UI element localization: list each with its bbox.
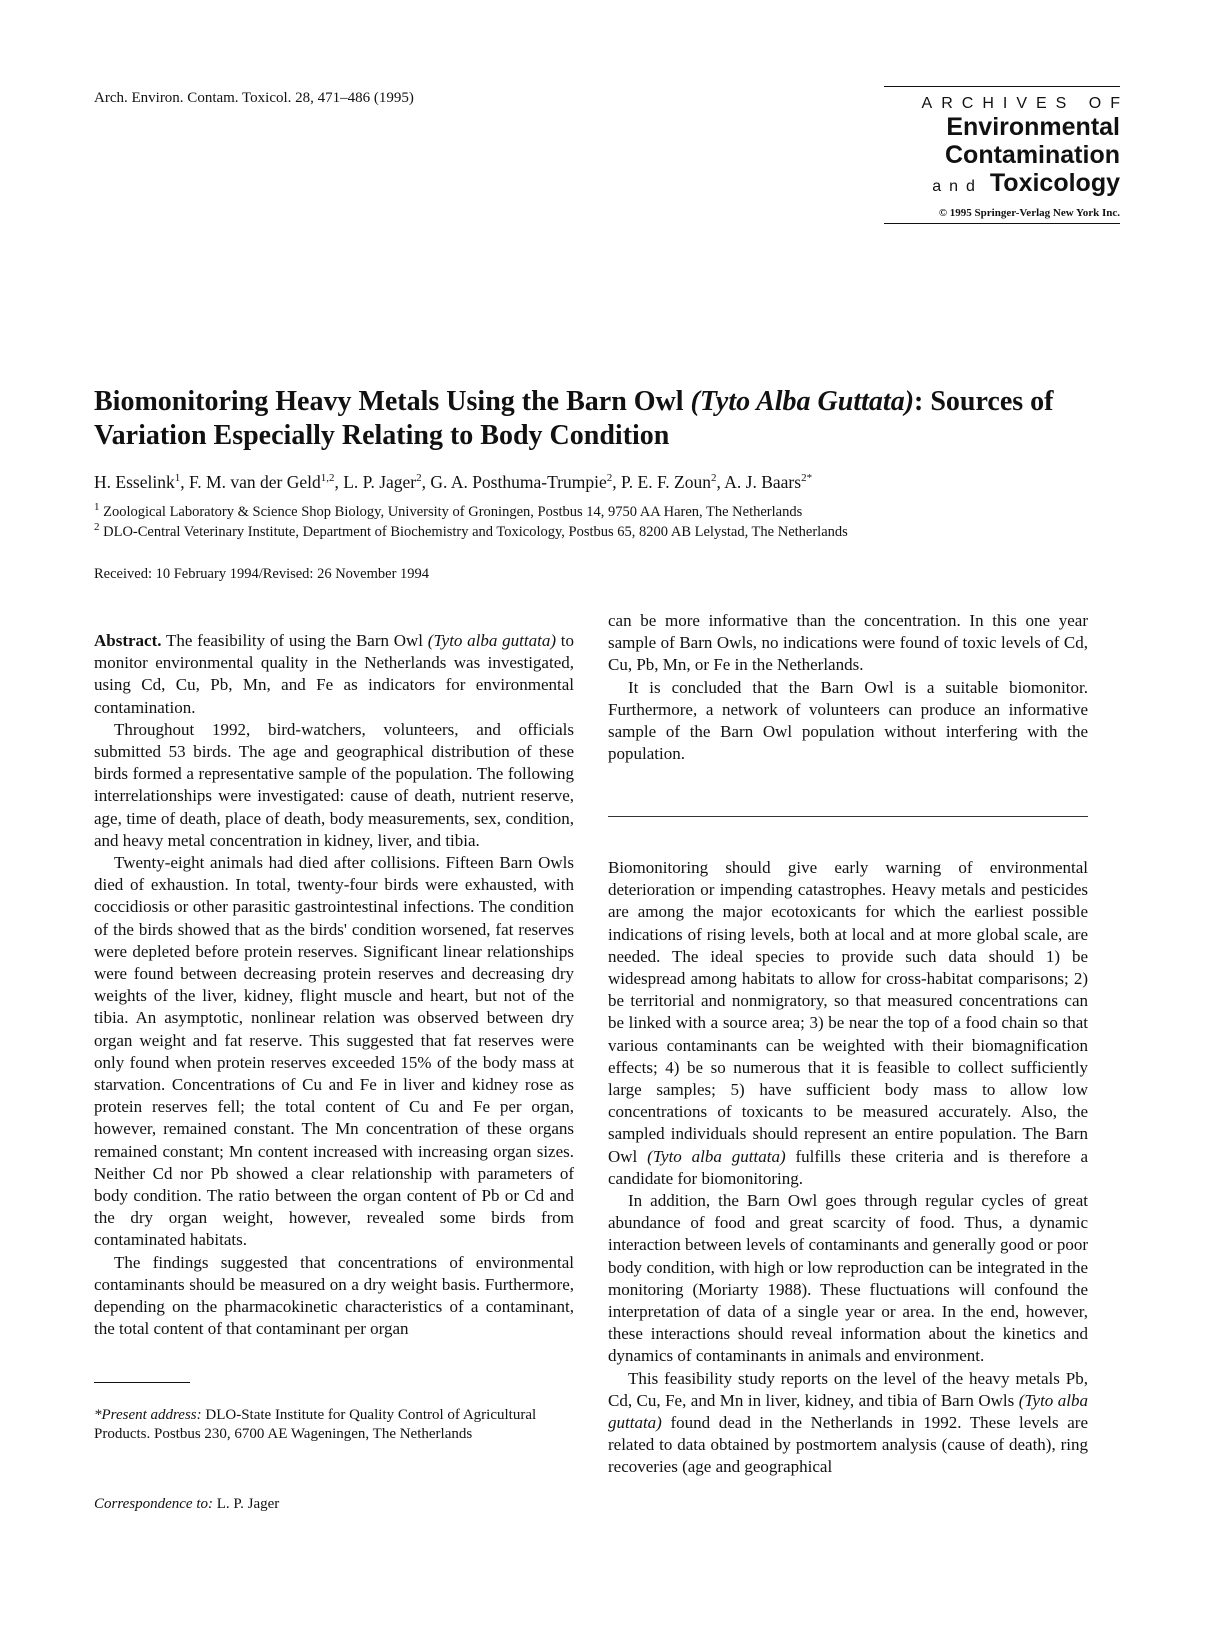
abstract-heading: Abstract. <box>94 631 162 650</box>
species-name: (Tyto alba guttata) <box>647 1146 786 1166</box>
author-affiliation-mark: 2 <box>710 472 717 485</box>
correspondence-text: L. P. Jager <box>213 1496 280 1512</box>
logo-line-2: Environmental <box>946 113 1120 141</box>
author: P. E. F. Zoun <box>620 472 711 492</box>
author-affiliation-mark: 2* <box>801 472 813 485</box>
author: A. J. Baars <box>724 472 802 492</box>
logo-rule-top <box>884 86 1120 87</box>
body-text: This feasibility study reports on the level of the heavy metals Pb, Cd, Cu, Fe, and Mn in liver, kidney, and tibia of Barn Owls <box>608 1368 1088 1410</box>
correspondence-note <box>94 1496 279 1513</box>
author: F. M. van der Geld <box>188 472 321 492</box>
left-column <box>94 630 574 1341</box>
abstract-paragraph: Twenty-eight animals had died after collisions. Fifteen Barn Owls died of exhaustion. In total, twenty-four birds were exhausted, with coccidiosis or other parasitic gastrointestinal infections. The condition of the birds showed that as the birds' condition worsened, fat reserves were depleted before protein reserves. Significant linear relationships were found between decreasing protein reserves and decreasing dry weights of the liver, kidney, flight muscle and heart, but not of the tibia. An asymptotic, nonlinear relation was observed between dry organ weight and fat reserve. This suggested that fat reserves were only found when protein reserves exceeded 15% of the body mass at starvation. Concentrations of Cu and Fe in liver and kidney rose as protein reserves fell; the total content of Cu and Fe per organ, however, remained constant. The Mn concentration of these organs remained constant; Mn content increased with increasing organ sizes. Neither Cd nor Pb showed a clear relationship with parameters of body condition. The ratio between the organ content of Pb or Cd and the dry organ weight, however, revealed some birds from contaminated habitats. <box>94 853 574 1250</box>
logo-copyright: © 1995 Springer-Verlag New York Inc. <box>938 207 1120 219</box>
author: G. A. Posthuma-Trumpie <box>430 472 607 492</box>
author-affiliation-mark: 1,2 <box>320 472 335 485</box>
body-paragraph: In addition, the Barn Owl goes through regular cycles of great abundance of food and great scarcity of food. Thus, a dynamic interaction between levels of contaminants and generally good or poor body condition, with high or low reproduction can be integrated in the monitoring (Moriarty 1988). These fluctuations will confound the interpretation of data of a single year or area. In the end, however, these interactions should reveal information about the kinetics and dynamics of contaminants in animals and environment. <box>608 1191 1088 1366</box>
species-name: (Tyto alba guttata) <box>608 1390 1088 1433</box>
right-column-body <box>608 857 1088 1479</box>
species-name: (Tyto alba guttata) <box>427 631 556 650</box>
body-text: Biomonitoring should give early warning of environmental deterioration or impending catastrophes. Heavy metals and pesticides are among the major ecotoxicants for which the earliest possible indications of rising levels, both at local and at more global scale, are needed. The ideal species to provide such data should 1) be widespread among habitats to allow for cross-habitat comparisons; 2) be territorial and nonmigratory, so that measured concentrations can be linked with a source area; 3) be near the top of a food chain so that various contaminants can be weighted with their biomagnification effects; 4) be so numerous that it is feasible to collect sufficiently large samples; 5) have sufficient body mass to allow low concentrations of toxicants to be measured accurately. Also, the sampled individuals should represent an entire population. The Barn Owl <box>608 858 1088 1166</box>
abstract-divider <box>608 816 1088 817</box>
author-affiliation-mark: 1 <box>174 472 181 485</box>
author: H. Esselink <box>94 472 175 492</box>
affiliation-2 <box>94 521 848 541</box>
present-address-footnote <box>94 1406 574 1444</box>
journal-citation: Arch. Environ. Contam. Toxicol. 28, 471–486 (1995) <box>94 90 414 106</box>
logo-line-1: ARCHIVES OF <box>921 95 1129 112</box>
footnote-text: DLO-State Institute for Quality Control of Agricultural Products. Postbus 230, 6700 AE Wageningen, The Netherlands <box>94 1407 537 1442</box>
affiliation-1-text: Zoological Laboratory & Science Shop Biology, University of Groningen, Postbus 14, 9750 AA Haren, The Netherlands <box>103 504 803 520</box>
abstract-text: The feasibility of using the Barn Owl <box>161 631 428 650</box>
author-affiliation-mark: 2 <box>416 472 422 485</box>
logo-line-3: Contamination <box>945 141 1120 169</box>
abstract-paragraph: Throughout 1992, bird-watchers, volunteers, and officials submitted 53 birds. The age and geographical distribution of these birds formed a representative sample of the population. The following interrelationships were investigated: cause of death, nutrient reserve, age, time of death, place of death, body measurements, sex, condition, and heavy metal concentration in kidney, liver, and tibia. <box>94 719 574 850</box>
logo-toxicology: Toxicology <box>989 169 1120 197</box>
author-affiliation-mark: 2 <box>606 472 613 485</box>
abstract-paragraph: The findings suggested that concentrations of environmental contaminants should be measured on a dry weight basis. Furthermore, depending on the pharmacokinetic characteristics of a contaminant, the total content of that contaminant per organ <box>94 1252 574 1339</box>
footnote-label: *Present address: <box>94 1407 202 1423</box>
logo-line-4 <box>884 169 1120 201</box>
abstract-text: to monitor environmental quality in the Netherlands was investigated, using Cd, Cu, Pb, Mn, and Fe as indicators for environmental contamination. <box>94 631 574 717</box>
affiliation-1 <box>94 501 803 521</box>
affiliation-1-mark: 1 <box>94 501 100 514</box>
abstract-paragraph: can be more informative than the concentration. In this one year sample of Barn Owls, no indications were found of toxic levels of Cd, Cu, Pb, Mn, or Fe in the Netherlands. <box>608 611 1088 675</box>
article-title <box>94 385 1104 453</box>
body-paragraph <box>608 1368 1088 1479</box>
right-column-abstract <box>608 610 1088 765</box>
title-species: (Tyto Alba Guttata) <box>690 386 915 417</box>
correspondence-label: Correspondence to: <box>94 1496 214 1512</box>
author: L. P. Jager <box>343 472 417 492</box>
title-part-1: Biomonitoring Heavy Metals Using the Barn Owl <box>94 386 691 417</box>
title-part-2: : Sources of Variation Especially Relating to Body Condition <box>94 386 1054 451</box>
journal-logo <box>884 86 1129 224</box>
affiliation-2-mark: 2 <box>94 521 100 534</box>
logo-and: and <box>932 178 983 195</box>
received-dates: Received: 10 February 1994/Revised: 26 November 1994 <box>94 566 430 582</box>
abstract-paragraph <box>94 630 574 719</box>
logo-rule-bottom <box>884 223 1120 224</box>
footnote-rule <box>94 1382 190 1383</box>
author-list: H. Esselink$^1$, F. M. van der Geld$^{1,2}$, L. P. Jager$^2$, G. A. Posthuma-Trumpie$^2$, P. E. F. Zoun$^2$, A. J. Baars$^{2*}$ <box>94 472 813 492</box>
affiliation-2-text: DLO-Central Veterinary Institute, Department of Biochemistry and Toxicology, Postbus 65, 8200 AB Lelystad, The Netherlands <box>103 524 848 540</box>
body-paragraph <box>608 857 1088 1190</box>
body-text: fulfills these criteria and is therefore a candidate for biomonitoring. <box>608 1146 1088 1188</box>
abstract-paragraph: It is concluded that the Barn Owl is a suitable biomonitor. Furthermore, a network of volunteers can produce an informative sample of the Barn Owl population without interfering with the population. <box>608 677 1088 764</box>
body-text: found dead in the Netherlands in 1992. These levels are related to data obtained by postmortem analysis (cause of death), ring recoveries (age and geographical <box>608 1413 1088 1477</box>
